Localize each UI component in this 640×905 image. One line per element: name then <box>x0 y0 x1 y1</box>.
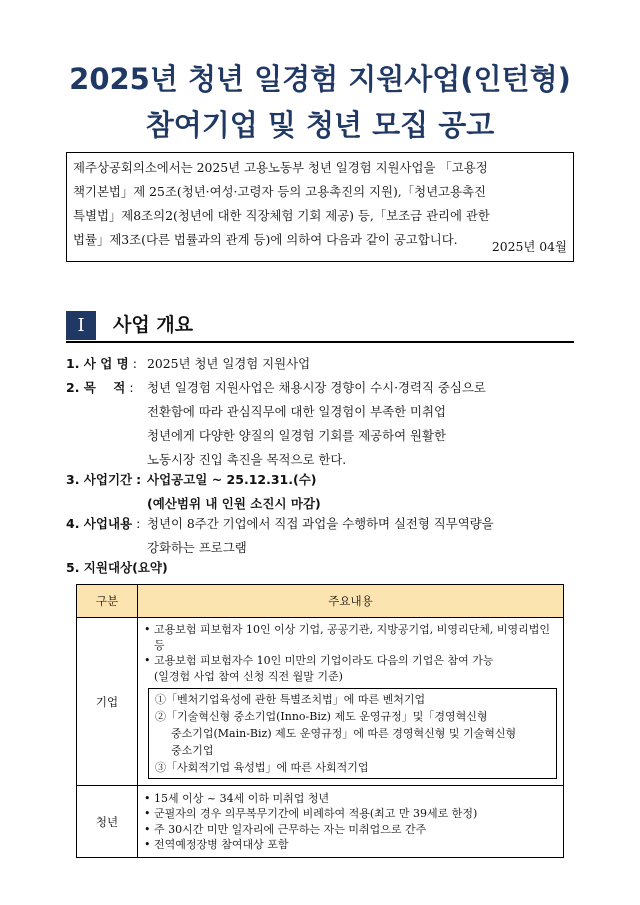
text-line: 노동시장 진입 촉진을 목적으로 한다. <box>147 452 347 467</box>
table-row <box>77 618 564 786</box>
item-label: 5. 지원대상(요약) <box>66 560 168 575</box>
table-header-content: 주요내용 <box>138 585 564 618</box>
box-line: ①「벤처기업육성에 관한 특별조치법」에 따른 벤처기업 <box>155 693 426 706</box>
list-item: • 고용보험 피보험자 10인 이상 기업, 공공기관, 지방공기업, 비영리단체, 비영리법인 <box>144 622 557 638</box>
text-line: 강화하는 프로그램 <box>147 540 247 555</box>
text-line: 사업공고일 ~ 25.12.31.(수) <box>147 472 317 487</box>
list-item: • 고용보험 피보험자수 10인 미만의 기업이라도 다음의 기업은 참여 가능 <box>144 653 557 669</box>
table-header-category: 구분 <box>77 585 138 618</box>
item-target <box>66 556 168 580</box>
list-item: • 15세 이상 ~ 34세 이하 미취업 청년 <box>144 791 557 807</box>
table-header-row <box>77 585 564 618</box>
item-purpose-text <box>147 376 486 472</box>
item-purpose <box>66 376 134 400</box>
box-line: 중소기업(Main-Biz) 제도 운영규정」에 따른 경영혁신형 및 기술혁신형 <box>171 727 517 740</box>
notice-date: 2025년 04월 <box>491 239 567 254</box>
table-cell-content <box>138 786 564 858</box>
notice-line: 특별법」제8조의2(청년에 대한 직장체험 기회 제공) 등,「보조금 관리에 관한 <box>73 208 490 223</box>
text-line: 청년에게 다양한 양질의 일경험 기회를 제공하여 원활한 <box>147 428 446 443</box>
item-sep: : <box>136 516 141 531</box>
section-divider <box>66 341 574 343</box>
item-project-name <box>66 352 137 376</box>
eligible-company-box <box>148 688 557 779</box>
list-item: • 군필자의 경우 의무복무기간에 비례하여 적용(최고 만 39세로 한정) <box>144 806 557 822</box>
list-item: • 주 30시간 미만 일자리에 근무하는 자는 미취업으로 간주 <box>144 822 557 838</box>
box-line: ②「기술혁신형 중소기업(Inno-Biz) 제도 운영규정」및「경영혁신형 <box>155 710 488 723</box>
section-numeral: Ⅰ <box>66 311 96 340</box>
item-period <box>66 468 141 492</box>
item-sep: : <box>129 380 134 395</box>
notice-line: 법률」제3조(다른 법률과의 관계 등)에 의하여 다음과 같이 공고합니다. <box>73 232 458 247</box>
item-period-text <box>147 468 321 516</box>
box-line: ③「사회적기업 육성법」에 따른 사회적기업 <box>155 761 369 774</box>
item-content <box>66 512 140 536</box>
text-line: (예산범위 내 인원 소진시 마감) <box>147 496 321 511</box>
item-label: 3. 사업기간 <box>66 472 133 487</box>
table-cell-category: 청년 <box>77 786 138 858</box>
section-header <box>66 311 574 341</box>
text-line: 청년이 8주간 기업에서 직접 과업을 수행하며 실전형 직무역량을 <box>147 516 494 531</box>
table-row <box>77 786 564 858</box>
list-item-cont: 등 <box>154 638 165 652</box>
item-label: 4. 사업내용 <box>66 516 133 531</box>
item-content-text <box>147 512 494 560</box>
box-line: 중소기업 <box>171 744 214 757</box>
table-cell-category: 기업 <box>77 618 138 786</box>
section-title: 사업 개요 <box>113 314 194 336</box>
item-label: 1. 사 업 명 <box>66 356 129 371</box>
item-sep: : <box>132 356 137 371</box>
page-title-line2: 참여기업 및 청년 모집 공고 <box>145 108 495 142</box>
notice-line: 책기본법」제 25조(청년·여성·고령자 등의 고용촉진의 지원),「청년고용촉진 <box>73 184 486 199</box>
item-label: 2. 목 적 <box>66 380 126 395</box>
item-sep: : <box>136 472 142 487</box>
text-line: 청년 일경험 지원사업은 채용시장 경향이 수시·경력직 중심으로 <box>147 380 486 395</box>
item-project-name-text: 2025년 청년 일경험 지원사업 <box>147 356 311 371</box>
list-item: • 전역예정장병 참여대상 포함 <box>144 837 557 853</box>
list-item-cont: (일경험 사업 참여 신청 직전 월말 기준) <box>154 669 343 683</box>
notice-line: 제주상공회의소에서는 2025년 고용노동부 청년 일경험 지원사업을 「고용정 <box>73 160 488 175</box>
text-line: 전환함에 따라 관심직무에 대한 일경험이 부족한 미취업 <box>147 404 446 419</box>
target-table <box>76 584 564 858</box>
page-title-line1: 2025년 청년 일경험 지원사업(인턴형) <box>69 62 571 96</box>
notice-box <box>66 152 574 262</box>
table-cell-content <box>138 618 564 786</box>
